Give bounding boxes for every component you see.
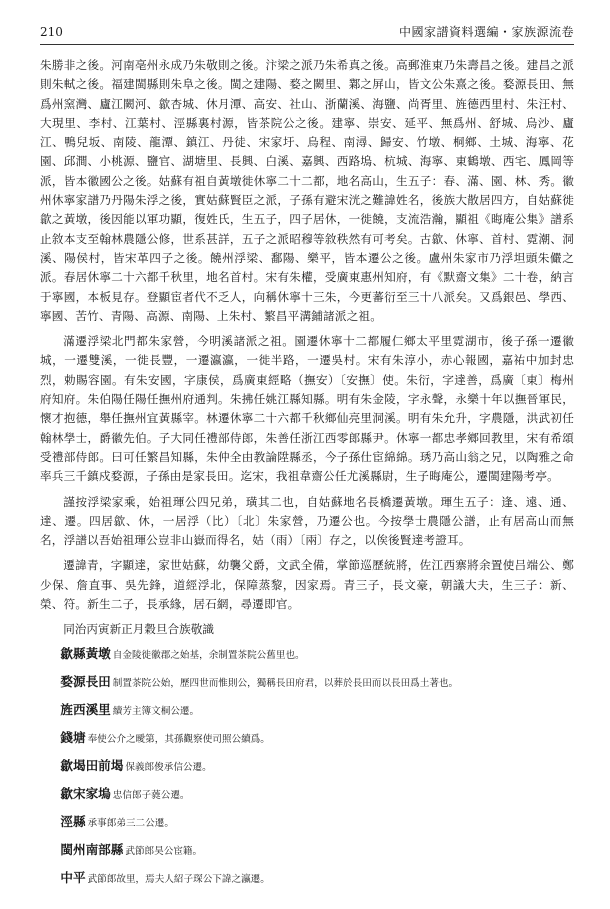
lineage-note: 奉使公介之曖第，其孫觀察使司照公續爲。	[87, 733, 270, 745]
lineage-note: 武節郎故里，焉夫人紹子琛公下諱之瀛遷。	[87, 873, 270, 885]
lineage-note: 制置茶院公始，歷四世而惟則公，獨稱長田府君，以葬於長田而以長田爲土著也。	[112, 677, 459, 689]
lineage-entry	[40, 758, 574, 776]
lineage-note: 自金陵徙徽郡之始基，余制置茶院公舊里也。	[112, 649, 305, 661]
lineage-entry	[40, 730, 574, 748]
page-body	[40, 56, 574, 898]
page-number: 210	[40, 25, 63, 39]
lineage-entry	[40, 702, 574, 720]
lineage-entry	[40, 786, 574, 804]
lineage-name: 中平	[60, 869, 86, 885]
lineage-name: 歙縣黃墩	[60, 645, 111, 661]
lineage-name: 歙宋家塢	[60, 785, 111, 801]
lineage-note: 武節郎昊公宦籍。	[125, 845, 203, 857]
paragraph: 朱勝非之後。河南亳州永成乃朱敬則之後。汴梁之派乃朱希真之後。高郵淮東乃朱壽昌之後。建昌之派則朱軾之後。福建閩縣則朱阜之後。閩之建陽、婺之闕里、鄴之屏山，皆文公朱熹之後。婺源長田、無爲州窯灣、廬江闕河、歙杏城、休月潭、高安、社山、浙蘭溪、海鹽、尚胥里、旌德西里村、朱汪村、大現里、李村、江葉村、涇縣裏村源，皆茶院公之後。建寧、崇安、延平、無爲州、舒城、烏沙、廬江、鴨兒坂、南陵、龍潭、鎮江、丹徒、宋家圩、烏程、南潯、歸安、竹墩、桐鄉、土城、海寧、花園、邱澗、小桃源、鹽官、湖塘里、長興、白溪、嘉興、西路塢、杭城、海寧、東鶴墩、西宅、鳳岡等派，皆本徽國公之後。姑蘇有祖自黃墩徙休寧二十二都，地名高山，生五子：春、滿、園、林、秀。徽州休寧家譜乃丹陽朱浮之後，實姑蘇賢臣之派，子孫有避宋洸之難諱姓名，後族大散居四方，自姑蘇徙歙之黃墩，後因能以軍功顯，復姓氏，生五子，四子居休，一徙饒，支流浩瀚，顯祖《晦庵公集》譜系止敘本支至翰林農隱公修，世系甚詳，五子之派昭穆等敘秩然有可考矣。古歙、休寧、首村、霓潮、洞溪、陽侯村，皆宋革四子之後。饒州浮梁、鄱陽、樂平，皆本遷公之後。盧州朱家市乃浮坦頭朱儼之派。春居休寧二十六都千秋里，地名首村。宋有朱權，受廣東惠州知府，有《默齋文集》二十卷，納言于寧國，本板見存。登顯宦者代不乏人，向稱休寧十三朱，今更蕃衍至三十八派矣。又爲銀邑、學西、寧國、苦竹、青陽、高源、南陽、上朱村、繁昌平溝鋪諸派之祖。	[40, 58, 574, 323]
lineage-name: 涇縣	[60, 813, 86, 829]
paragraph: 滿遷浮梁北門都朱家營，今明溪諸派之祖。園遷休寧十二都履仁鄉太平里霓湖市，後子孫一遷徽城，一遷雙溪，一徙長豐，一遷瀛瀛，一徙半路，一遷吳村。宋有朱淳小，赤心報國，嘉祐中加封忠烈，勅賜容園。有朱安國，字康侯，爲廣東經略（撫安）〔安撫〕使。朱衍，字達善，爲廣〔東〕梅州府知府。朱伯陽任陽任撫州府通判。朱拂任姚江縣知縣。明有朱金陵，字永聲，永樂十年以撫晉軍民，懷才抱德，舉任撫州宜黃縣宰。林遷休寧二十六都千秋鄉仙亮里洞溪。明有朱允升，字農隱，洪武初任翰林學士，爵徽先伯。子大同任禮部侍郎，朱善任浙江西零郎縣尹。休寧一都忠孝鄉回教里，宋有希頌受禮部侍郎。曰可任繁昌知縣，朱仲全由教論陞縣丞，今子孫仕宦綿綿。琇乃高山翁之兄，以陶雅之命率兵三千鎮戍婺源，子孫由是家長田。迄宋，我祖韋齋公任尤溪縣尉，生子晦庵公，遷閩建陽考亭。	[40, 334, 574, 484]
lineage-name: 婺源長田	[60, 673, 111, 689]
paragraph: 遷諱青，字顯達，家世姑蘇，幼襲父爵，文武全備，掌節巡歷統將，佐江西寨將余置使吕端公、鄭少保、詹直事、吳先鋒，道經浮北，保障蒸黎，因家焉。青三子，長文豪，朝議大夫，生三子：新、榮、符。新生二子，長承緣，居石網，尋遷即官。	[40, 558, 574, 612]
page-header	[40, 22, 574, 45]
lineage-entry	[40, 646, 574, 664]
lineage-name: 閩州南部縣	[60, 841, 124, 857]
lineage-entry	[40, 870, 574, 888]
lineage-note: 保義郎俊承信公遷。	[125, 761, 212, 773]
running-title: 中國家譜資料選編・家族源流卷	[398, 25, 574, 39]
lineage-name: 錢塘	[60, 729, 86, 745]
lineage-entry	[40, 842, 574, 860]
lineage-note: 續芳主簿文桐公遷。	[112, 705, 200, 717]
lineage-name: 歙堨田前堨	[60, 757, 124, 773]
lineage-note: 忠信郎子蕤公遷。	[112, 789, 190, 801]
lineage-name: 旌西溪里	[60, 701, 111, 717]
lineage-entry	[40, 814, 574, 832]
paragraph: 謹按浮梁家乘，始祖琿公四兄弟，璜其二也，自姑蘇地名長橋遷黃墩。琿生五子：逢、遠、通、達、遷。四居歙、休，一居浮（比）〔北〕朱家營，乃遷公也。今按學士農隱公譜，止有居高山而無名，浮譜以吾始祖琿公豈非山嶽而得名，姑（雨）〔兩〕存之，以俟後賢達考證耳。	[40, 494, 574, 548]
colophon: 同治丙寅新正月穀旦合族敬識	[63, 622, 214, 637]
lineage-note: 承事郎弟三二公遷。	[87, 817, 174, 829]
lineage-entry	[40, 674, 574, 692]
